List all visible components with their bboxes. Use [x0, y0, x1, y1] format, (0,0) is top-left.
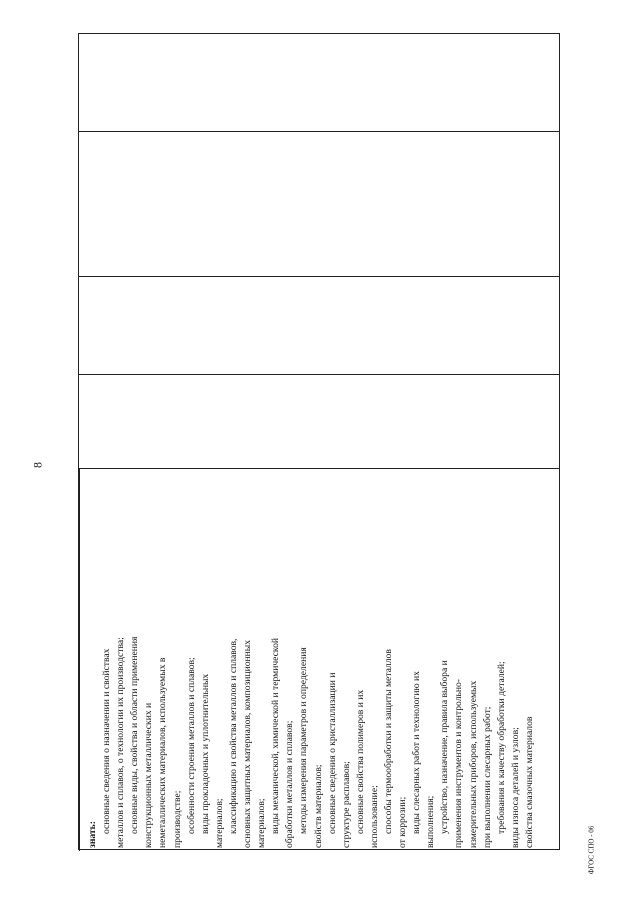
cell-line: классификацию и свойства металлов и сплавов,: [227, 638, 239, 834]
cell-line: неметаллических материалов, используемых в: [157, 657, 169, 848]
cell-line: структуре расплавов;: [340, 761, 352, 848]
footer-code: ФГОС СПО - 06: [587, 825, 596, 875]
cell-line: способы термообработки и защиты металлов: [382, 649, 394, 834]
cell-line: от коррозии;: [397, 796, 409, 848]
cell-line: при выполнении слесарных работ;: [481, 706, 493, 848]
cell-line: основные виды, свойства и области применения: [129, 636, 141, 834]
cell-line: металлов и сплавов, о технологии их производства;: [115, 637, 127, 848]
cell-line: использование;: [368, 785, 380, 848]
cell-line: производстве;: [171, 790, 183, 848]
cell-line: требования к качеству обработки деталей;: [495, 661, 507, 834]
cell-line: основных защитных материалов, композиционных: [242, 639, 254, 848]
cell-line: свойств материалов;: [312, 764, 324, 848]
cell-line: материалов;: [213, 798, 225, 848]
row-divider-3: [79, 374, 559, 375]
cell-line: методы измерения параметров и определения: [298, 647, 310, 834]
knowledge-cell: [86, 468, 561, 848]
cell-line: основные сведения о кристаллизации и: [326, 672, 338, 834]
page-number: 8: [30, 462, 44, 468]
cell-line: особенности строения металлов и сплавов;: [185, 657, 197, 834]
cell-line: свойства смазочных материалов: [523, 716, 535, 848]
row-divider-2: [79, 276, 559, 277]
cell-line: основные сведения о назначении и свойствах: [101, 648, 113, 834]
cell-line: виды слесарных работ и технологию их: [411, 671, 423, 834]
left-cell-divider: [79, 468, 80, 851]
cell-heading: знать:: [87, 821, 98, 848]
cell-line: виды механической, химической и термической: [270, 637, 282, 834]
cell-line: основные свойства полимеров и их: [354, 689, 366, 834]
cell-line: виды прокладочных и уплотнительных: [199, 673, 211, 834]
cell-line: обработки металлов и сплавов;: [284, 720, 296, 848]
cell-line: измерительных приборов, используемых: [467, 680, 479, 848]
cell-line: выполнения;: [425, 795, 437, 848]
row-divider-1: [79, 131, 559, 132]
cell-line: материалов;: [256, 798, 268, 848]
cell-line: применения инструментов и контрольно-: [453, 678, 465, 848]
cell-line: виды износа деталей и узлов;: [509, 727, 521, 848]
cell-line: устройство, назначение, правила выбора и: [439, 660, 451, 834]
knowledge-text: [86, 468, 561, 848]
cell-line: конструкционных металлических и: [143, 702, 155, 848]
